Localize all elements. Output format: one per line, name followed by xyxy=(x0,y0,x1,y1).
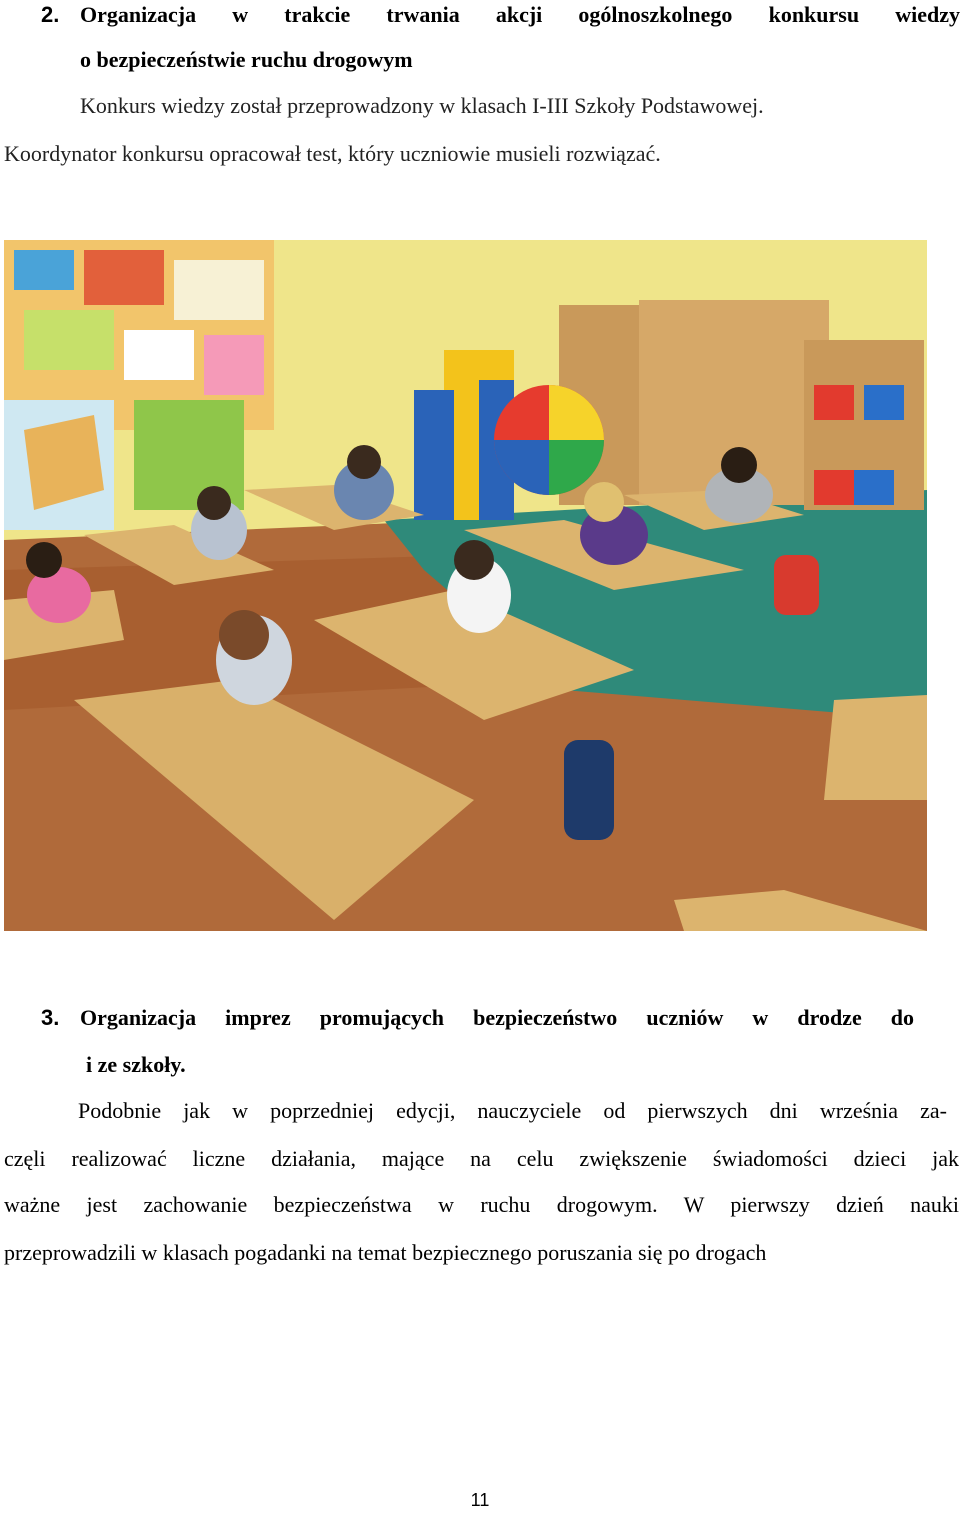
section-3-paragraph-line-4: przeprowadzili w klasach pogadanki na temat bezpiecznego poruszania się po drogach xyxy=(4,1240,767,1265)
section-3-heading-line-1: Organizacja imprez promujących bezpieczeństwo uczniów w drodze do xyxy=(80,1005,914,1030)
section-2-heading-line-1: Organizacja w trakcie trwania akcji ogólnoszkolnego konkursu wiedzy xyxy=(80,2,960,27)
section-2-paragraph-line-1: Konkurs wiedzy został przeprowadzony w klasach I-III Szkoły Podstawowej. xyxy=(80,93,764,118)
section-3-paragraph-line-3: ważne jest zachowanie bezpieczeństwa w ruchu drogowym. W pierwszy dzień nauki xyxy=(4,1192,959,1217)
section-2-paragraph-line-2: Koordynator konkursu opracował test, który uczniowie musieli rozwiązać. xyxy=(4,141,661,166)
section-3-number: 3. xyxy=(41,1005,60,1030)
page-number: 11 xyxy=(470,1490,490,1510)
section-2-number: 2. xyxy=(41,2,60,27)
classroom-photo xyxy=(4,240,927,931)
section-3-paragraph-line-2: częli realizować liczne działania, mające na celu zwiększenie świadomości dzieci jak xyxy=(4,1146,959,1171)
backpack xyxy=(564,740,614,840)
section-2-heading-line-2: o bezpieczeństwie ruchu drogowym xyxy=(80,47,413,72)
section-3-heading-line-2: i ze szkoły. xyxy=(86,1052,186,1077)
section-3-paragraph-line-1: Podobnie jak w poprzedniej edycji, nauczyciele od pierwszych dni września za- xyxy=(78,1098,947,1123)
